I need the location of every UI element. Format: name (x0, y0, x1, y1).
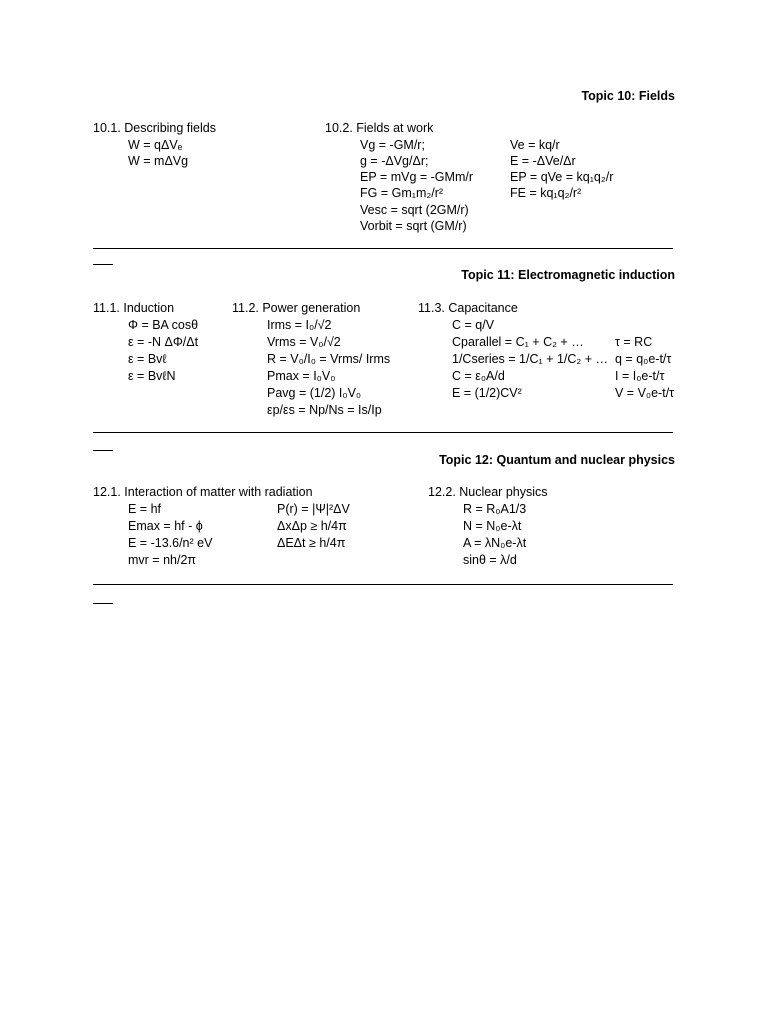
equation: Ve = kq/r (510, 138, 560, 152)
equation: ΔxΔp ≥ h/4π (277, 519, 347, 533)
equation: q = q₀e-t/τ (615, 352, 672, 366)
divider-line (93, 248, 673, 249)
equation: E = hf (128, 502, 162, 516)
equation: Pavg = (1/2) I₀V₀ (267, 386, 362, 400)
equation: W = qΔVₑ (128, 138, 183, 152)
equation: E = (1/2)CV² (452, 386, 522, 400)
equation: I = I₀e-t/τ (615, 369, 665, 383)
equation: R = R₀A1/3 (463, 502, 527, 516)
topic-10-title: Topic 10: Fields (581, 89, 675, 103)
section-10-1-title: 10.1. Describing fields (93, 121, 216, 135)
divider-line (93, 450, 113, 451)
equation: Cparallel = C₁ + C₂ + … (452, 335, 584, 349)
equation: ε = BvℓN (128, 369, 176, 383)
equation: sinθ = λ/d (463, 553, 517, 567)
equation: g = -ΔVg/Δr; (360, 154, 429, 168)
equation: C = q/V (452, 318, 495, 332)
divider-line (93, 603, 113, 604)
equation: EP = mVg = -GMm/r (360, 170, 473, 184)
equation: Pmax = I₀V₀ (267, 369, 336, 383)
equation: Emax = hf - ϕ (128, 519, 203, 533)
topic-11-title: Topic 11: Electromagnetic induction (461, 268, 675, 282)
section-12-1-title: 12.1. Interaction of matter with radiation (93, 485, 313, 499)
equation: EP = qVe = kq₁q₂/r (510, 170, 614, 184)
equation: τ = RC (615, 335, 653, 349)
equation: W = mΔVg (128, 154, 189, 168)
section-11-1-title: 11.1. Induction (93, 301, 175, 315)
topic-12-title: Topic 12: Quantum and nuclear physics (439, 453, 675, 467)
equation: FG = Gm₁m₂/r² (360, 186, 444, 200)
equation: N = N₀e-λt (463, 519, 522, 533)
section-11-2-title: 11.2. Power generation (232, 301, 361, 315)
section-10-2-title: 10.2. Fields at work (325, 121, 434, 135)
equation: C = ε₀A/d (452, 369, 505, 383)
equation: Vrms = V₀/√2 (267, 335, 341, 349)
divider-line (93, 584, 673, 585)
equation: Vorbit = sqrt (GM/r) (360, 219, 467, 233)
equation: E = -13.6/n² eV (128, 536, 213, 550)
equation: Irms = I₀/√2 (267, 318, 332, 332)
equation: Vesc = sqrt (2GM/r) (360, 203, 469, 217)
equation: E = -ΔVe/Δr (510, 154, 576, 168)
equation: ε = -N ΔΦ/Δt (128, 335, 199, 349)
section-12-2-title: 12.2. Nuclear physics (428, 485, 548, 499)
equation: εp/εs = Np/Ns = Is/Ip (267, 403, 382, 417)
equation: Φ = BA cosθ (128, 318, 199, 332)
divider-line (93, 264, 113, 265)
equation: Vg = -GM/r; (360, 138, 425, 152)
section-11-3-title: 11.3. Capacitance (418, 301, 518, 315)
equation: A = λN₀e-λt (463, 536, 527, 550)
equation: ε = Bvℓ (128, 352, 167, 366)
equation: R = V₀/I₀ = Vrms/ Irms (267, 352, 391, 366)
equation: mvr = nh/2π (128, 553, 197, 567)
divider-line (93, 432, 673, 433)
equation: V = V₀e-t/τ (615, 386, 675, 400)
equation: FE = kq₁q₂/r² (510, 186, 582, 200)
equation: 1/Cseries = 1/C₁ + 1/C₂ + … (452, 352, 609, 366)
equation: ΔEΔt ≥ h/4π (277, 536, 346, 550)
equation: P(r) = |Ψ|²ΔV (277, 502, 350, 516)
